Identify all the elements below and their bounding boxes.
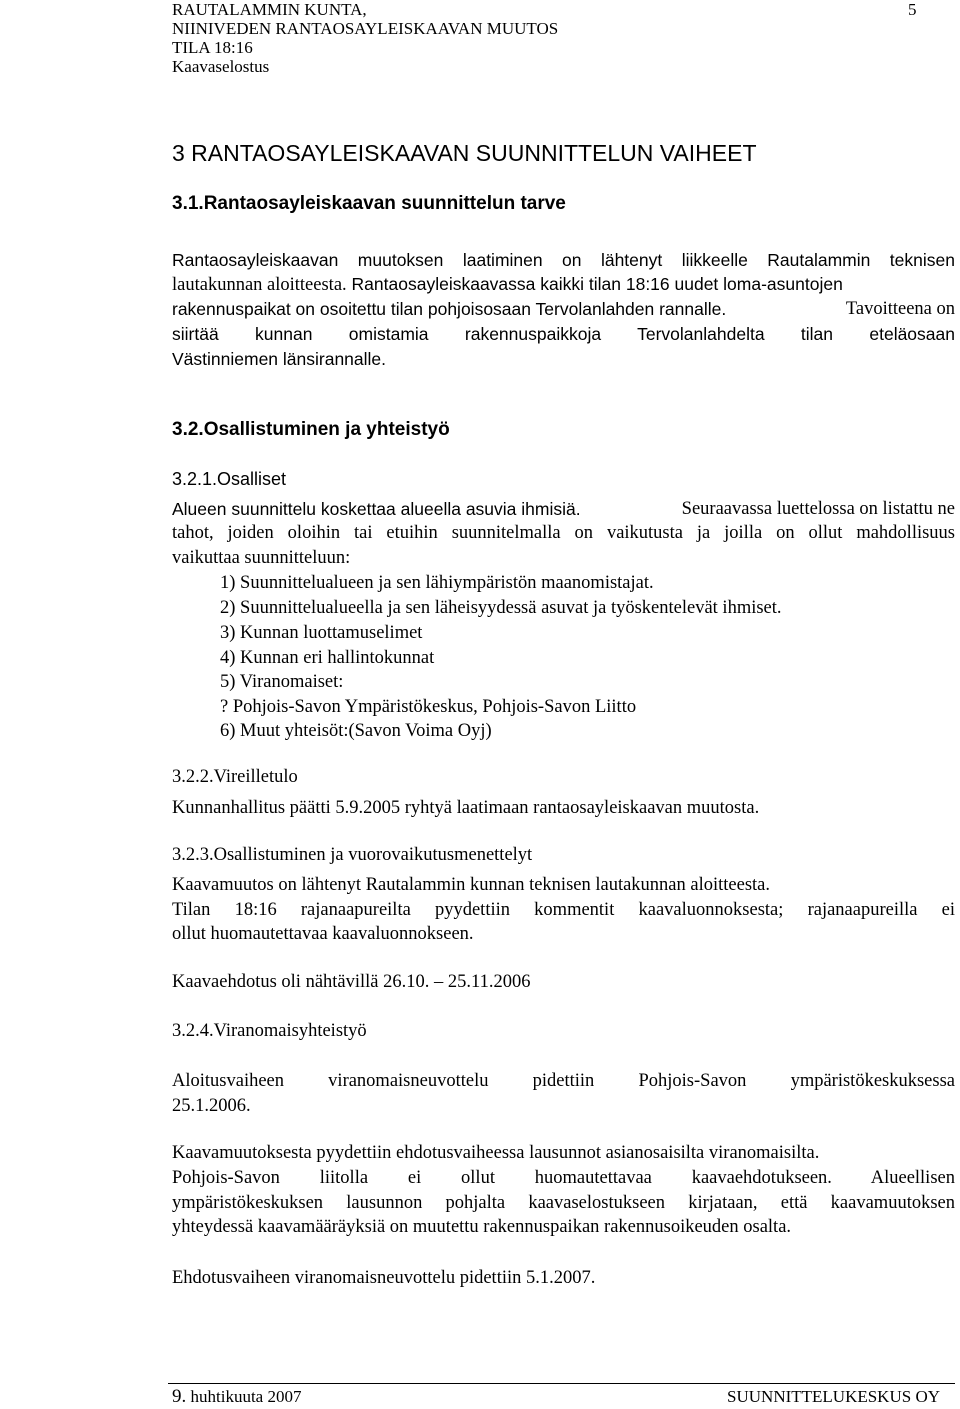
s31-line-4: siirtää kunnan omistamia rakennuspaikkoja Tervolanlahdelta tilan eteläosaan <box>172 324 955 344</box>
participant-item-3: 3) Kunnan luottamuselimet <box>220 623 423 643</box>
section-3-heading: 3 RANTAOSAYLEISKAAVAN SUUNNITTELUN VAIHEET <box>172 140 757 166</box>
s323-line-1: Kaavamuutos on lähtenyt Rautalammin kunnan teknisen lautakunnan aloitteesta. <box>172 875 771 895</box>
header-property: TILA 18:16 <box>172 38 253 57</box>
header-plan: NIINIVEDEN RANTAOSAYLEISKAAVAN MUUTOS <box>172 19 559 38</box>
s324-line-7: Ehdotusvaiheen viranomaisneuvottelu pidettiin 5.1.2007. <box>172 1268 596 1288</box>
participant-item-1: 1) Suunnittelualueen ja sen lähiympäristön maanomistajat. <box>220 573 654 593</box>
section-3-2-2-heading: 3.2.2.Vireilletulo <box>172 767 298 787</box>
s31-line-2a: lautakunnan aloitteesta. <box>172 275 347 295</box>
s324-line-5: ympäristökeskuksen lausunnon pohjalta kaavaselostukseen kirjataan, että kaavamuutoksen <box>172 1193 955 1213</box>
footer-date <box>172 1387 301 1407</box>
s323-line-3: ollut huomautettavaa kaavaluonnokseen. <box>172 924 474 944</box>
s31-line-5: Västinniemen länsirannalle. <box>172 349 387 369</box>
section-3-2-heading: 3.2.Osallistuminen ja yhteistyö <box>172 419 450 440</box>
s322-line-1: Kunnanhallitus päätti 5.9.2005 ryhtyä laatimaan rantaosayleiskaavan muutosta. <box>172 798 760 818</box>
header-doc-type: Kaavaselostus <box>172 57 270 76</box>
section-3-2-3-heading: 3.2.3.Osallistuminen ja vuorovaikutusmenettelyt <box>172 845 533 865</box>
s324-line-6: yhteydessä kaavamääräyksiä on muutettu rakennuspaikan rakennusoikeuden osalta. <box>172 1217 792 1237</box>
participant-item-5-sub: ? Pohjois-Savon Ympäristökeskus, Pohjois-Savon Liitto <box>220 697 637 717</box>
footer-company: SUUNNITTELUKESKUS OY <box>727 1387 940 1406</box>
footer-date-day: 9. <box>172 1386 187 1407</box>
section-3-1-heading: 3.1.Rantaosayleiskaavan suunnittelun tarve <box>172 193 566 214</box>
s321-line-2: tahot, joiden oloihin tai etuihin suunnitelmalla on vaikutusta ja joilla on ollut mahdollisuus <box>172 523 955 543</box>
s321-line-1a: Alueen suunnittelu koskettaa alueella asuvia ihmisiä. <box>172 499 581 519</box>
s31-line-1: Rantaosayleiskaavan muutoksen laatiminen on lähtenyt liikkeelle Rautalammin teknisen <box>172 250 955 270</box>
s31-line-3 <box>172 297 955 321</box>
participant-item-4: 4) Kunnan eri hallintokunnat <box>220 648 435 668</box>
participant-item-6: 6) Muut yhteisöt:(Savon Voima Oyj) <box>220 721 492 741</box>
footer-date-rest: huhtikuuta 2007 <box>186 1387 302 1406</box>
header-org: RAUTALAMMIN KUNTA, <box>172 0 367 19</box>
section-3-2-1-heading: 3.2.1.Osalliset <box>172 469 287 489</box>
s31-line-2 <box>172 272 843 297</box>
footer-rule <box>168 1383 955 1384</box>
s31-line-3b: Tavoitteena on <box>845 299 955 319</box>
s321-line-1 <box>172 497 955 521</box>
s324-line-3: Kaavamuutoksesta pyydettiin ehdotusvaiheessa lausunnot asianosaisilta viranomaisilta. <box>172 1143 820 1163</box>
s324-line-1: Aloitusvaiheen viranomaisneuvottelu pidettiin Pohjois-Savon ympäristökeskuksessa <box>172 1071 955 1091</box>
s324-line-2: 25.1.2006. <box>172 1096 251 1116</box>
participant-item-2: 2) Suunnittelualueella ja sen läheisyydessä asuvat ja työskentelevät ihmiset. <box>220 598 782 618</box>
s323-line-4: Kaavaehdotus oli nähtävillä 26.10. – 25.11.2006 <box>172 972 531 992</box>
s321-line-1b: Seuraavassa luettelossa on listattu ne <box>681 499 955 519</box>
participant-item-5: 5) Viranomaiset: <box>220 672 344 692</box>
page-number: 5 <box>908 0 917 19</box>
s323-line-2: Tilan 18:16 rajanaapureilta pyydettiin kommentit kaavaluonnoksesta; rajanaapureilla ei <box>172 900 955 920</box>
s31-line-2b: Rantaosayleiskaavassa kaikki tilan 18:16 uudet loma-asuntojen <box>351 274 843 294</box>
section-3-2-4-heading: 3.2.4.Viranomaisyhteistyö <box>172 1021 367 1041</box>
s321-line-3: vaikuttaa suunnitteluun: <box>172 548 351 568</box>
s324-line-4: Pohjois-Savon liitolla ei ollut huomautettavaa kaavaehdotukseen. Alueellisen <box>172 1168 955 1188</box>
s31-line-3a: rakennuspaikat on osoitettu tilan pohjoisosaan Tervolanlahden rannalle. <box>172 299 727 319</box>
